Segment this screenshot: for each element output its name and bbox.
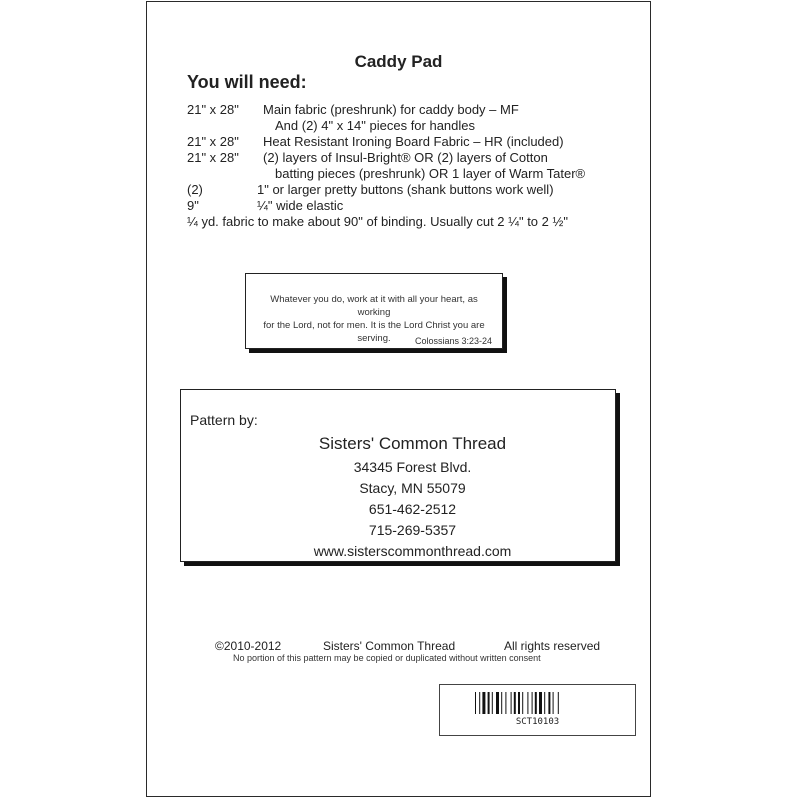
address-line-1: 34345 Forest Blvd. (353, 459, 472, 475)
material-qty: 21" x 28" (187, 134, 239, 149)
material-text: Heat Resistant Ironing Board Fabric – HR (included) (263, 134, 564, 149)
pattern-by-box (180, 389, 616, 562)
copy-notice: No portion of this pattern may be copied or duplicated without written consent (233, 653, 541, 663)
quote-line: Whatever you do, work at it with all your heart, as working (270, 294, 478, 318)
material-text: Main fabric (preshrunk) for caddy body – MF (263, 102, 519, 117)
phone-2: 715-269-5357 (368, 522, 457, 538)
material-text: ¼" wide elastic (257, 198, 344, 213)
pattern-back-page (146, 1, 651, 797)
barcode-label (439, 684, 636, 736)
material-qty: (2) (187, 182, 203, 197)
copyright-year: ©2010-2012 (215, 639, 282, 653)
material-qty: 21" x 28" (187, 150, 239, 165)
material-text: batting pieces (preshrunk) OR 1 layer of Warm Tater® (275, 166, 586, 181)
material-text: 1" or larger pretty buttons (shank buttons work well) (257, 182, 554, 197)
sku-code: SCT10103 (515, 717, 560, 727)
material-qty: 9" (187, 198, 199, 213)
material-text: And (2) 4" x 14" pieces for handles (275, 118, 476, 133)
barcode-icon (475, 692, 605, 714)
website-link[interactable]: www.sisterscommonthread.com (313, 543, 512, 559)
company-name: Sisters' Common Thread (318, 434, 507, 453)
material-text: ¼ yd. fabric to make about 90" of binding. Usually cut 2 ¼" to 2 ½" (187, 214, 568, 229)
scripture-quote-box (245, 273, 503, 349)
quote-line: serving. (357, 333, 391, 344)
phone-1: 651-462-2512 (368, 501, 457, 517)
material-text: (2) layers of Insul-Bright® OR (2) layers of Cotton (263, 150, 548, 165)
rights-reserved: All rights reserved (504, 639, 601, 653)
material-qty: 21" x 28" (187, 102, 239, 117)
you-will-need-heading: You will need: (187, 72, 307, 92)
footer-company: Sisters' Common Thread (323, 639, 456, 653)
quote-line: for the Lord, not for men. It is the Lord Christ you are (263, 320, 485, 331)
pattern-title: Caddy Pad (354, 52, 443, 71)
quote-source: Colossians 3:23-24 (414, 336, 492, 346)
address-line-2: Stacy, MN 55079 (359, 480, 466, 496)
pattern-by-label: Pattern by: (190, 412, 258, 428)
